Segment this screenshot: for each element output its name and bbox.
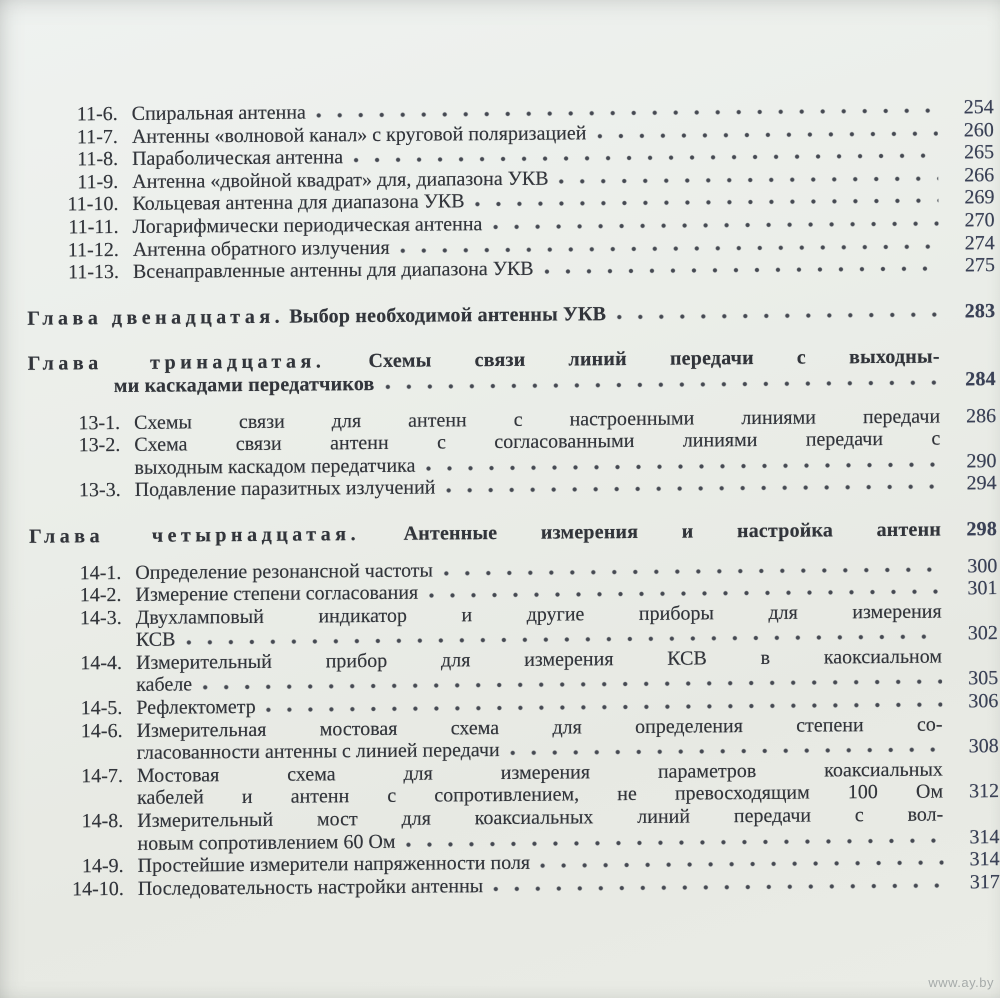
toc-item-number: 14-7.: [81, 764, 123, 788]
toc-entry-text: выходным каскадом передатчика: [134, 454, 416, 479]
toc-item-number: 14-9.: [81, 855, 124, 878]
toc-entry-text: Антенны «волновой канал» с круговой поляризацией: [131, 121, 587, 148]
toc-item-number: [30, 691, 136, 692]
dot-leader: [510, 747, 943, 756]
toc-entry-text: Измерительный мост для коаксиальных линий передачи с вол-: [137, 803, 944, 832]
chapter-word: Глава двенадцатая.: [27, 305, 285, 330]
toc-page-number: 283: [964, 299, 996, 323]
toc-item-number: 13-1.: [78, 411, 121, 434]
toc-page-number: 274: [964, 231, 995, 254]
toc-entry-text: Измерение степени согласования: [135, 581, 419, 606]
toc-page-number: 269: [964, 186, 995, 209]
toc-entry-text: Определение резонансной частоты: [135, 559, 434, 584]
dot-leader: [353, 153, 938, 164]
toc-item-entry: [31, 758, 999, 811]
toc-page-number: 275: [964, 254, 996, 277]
dot-leader: [384, 379, 939, 389]
toc-page-number: 306: [968, 690, 999, 713]
dot-leader: [202, 679, 942, 691]
dot-leader: [445, 484, 940, 494]
dot-leader: [406, 837, 944, 847]
toc-item-number: 13-2.: [78, 434, 121, 457]
toc-page-number: 286: [966, 404, 997, 427]
toc-entry-text: [27, 303, 606, 330]
toc-item-number: 11-12.: [67, 238, 119, 261]
toc-page-number: 270: [964, 209, 995, 232]
toc-entry-text: гласованности антенны с линией передачи: [136, 739, 500, 765]
toc-item-number: 11-13.: [67, 261, 120, 284]
toc-page-number: 254: [963, 96, 994, 119]
toc-entry-text: Измерительный прибор для измерения КСВ в каоксиальном: [135, 645, 943, 674]
chapter-title: Схемы связи линий передачи с выходны-: [368, 345, 940, 373]
toc-item-number: 11-10.: [67, 193, 119, 216]
toc-chapter-entry: [29, 518, 997, 548]
chapter-title: Выбор необходимой антенны УКВ: [289, 302, 607, 328]
dot-leader: [544, 266, 939, 275]
toc-row: [29, 518, 997, 548]
toc-entry-text: Рефлектометр: [136, 695, 256, 719]
toc-item-number: 14-4.: [80, 651, 123, 675]
dot-leader: [559, 175, 939, 184]
dot-leader: [185, 634, 941, 646]
toc-item-number: 11-6.: [76, 102, 118, 126]
toc-entry-text: Кольцевая антенна для диапазона УКВ: [132, 190, 465, 216]
toc-item-number: 11-7.: [76, 125, 118, 148]
toc-entry-text: ми каскадами передатчиков: [113, 372, 375, 397]
toc-entry-text: Схема связи антенн с согласованными линиями передачи с: [134, 427, 941, 456]
chapter-title: Антенные измерения и настройка антенн: [403, 518, 942, 545]
toc-item-number: 11-8.: [77, 148, 119, 171]
toc-list: [26, 96, 1000, 901]
toc-page-number: 290: [966, 449, 997, 473]
toc-item-number: 14-5.: [80, 697, 123, 720]
toc-item-number: [31, 759, 137, 760]
toc-item-entry: [30, 645, 998, 698]
dot-leader: [316, 108, 938, 119]
toc-entry-text: Всенаправленные антенны для диапазона УКВ: [132, 257, 534, 284]
watermark: www.ay.by: [928, 975, 994, 990]
toc-entry-text: Схемы связи для антенн с настроенными линиями передачи: [134, 405, 941, 434]
toc-entry-text: Измерительная мостовая схема для определения степени со-: [136, 713, 943, 742]
dot-leader: [266, 702, 943, 713]
toc-page-number: 314: [969, 825, 1000, 848]
dot-leader: [493, 882, 944, 892]
toc-page-number: 312: [968, 780, 1000, 803]
toc-page-number: 266: [964, 163, 995, 187]
toc-page-number: 300: [967, 554, 998, 577]
toc-item-number: 13-3.: [78, 479, 121, 502]
toc-item-entry: [28, 427, 996, 480]
chapter-word: Глава тринадцатая.: [27, 350, 326, 376]
toc-entry-text: новым сопротивлением 60 Ом: [137, 830, 396, 855]
toc-item-entry: [31, 803, 999, 856]
toc-page-number: 308: [968, 735, 999, 758]
toc-entry-text: Параболическая антенна: [131, 146, 344, 171]
dot-leader: [475, 198, 939, 208]
toc-entry-text: Антенна обратного излучения: [132, 236, 390, 261]
toc-item-number: [31, 804, 137, 805]
toc-page-number: 302: [967, 622, 998, 645]
dot-leader: [428, 589, 941, 599]
toc-entry-text: Спиральная антенна: [131, 101, 306, 125]
dot-leader: [400, 243, 939, 253]
toc-page-number: 298: [966, 518, 998, 541]
toc-item-number: 14-8.: [81, 810, 124, 833]
toc-page-number: 314: [969, 848, 1000, 871]
toc-page-number: 317: [969, 870, 1000, 894]
dot-leader: [425, 461, 940, 471]
toc-item-number: 14-3.: [79, 606, 122, 629]
toc-item-number: [30, 646, 136, 647]
toc-item-entry: [30, 600, 998, 653]
toc-item-number: [29, 474, 135, 475]
toc-entry-text: Двухламповый индикатор и другие приборы для измерения: [135, 600, 942, 629]
toc-entry-text: Подавление паразитных излучений: [134, 476, 436, 502]
toc-page-number: 265: [963, 141, 995, 164]
toc-item-number: 11-9.: [77, 170, 119, 194]
toc-page-number: 305: [968, 667, 999, 690]
toc-row: [27, 300, 995, 330]
toc-item-number: 14-6.: [80, 719, 123, 742]
toc-entry-text: кабелей и антенн с сопротивлением, не превосходящим 100 Ом: [137, 780, 944, 810]
toc-page-number: 301: [967, 577, 998, 600]
toc-entry-text: Мостовая схема для измерения параметров коаксиальных: [136, 758, 943, 787]
toc-page-number: 294: [966, 472, 997, 495]
toc-item-entry: [30, 713, 998, 766]
toc-item-number: 14-2.: [79, 584, 122, 607]
chapter-word: Глава четырнадцатая.: [28, 523, 361, 548]
toc-entry-text: Логарифмически периодическая антенна: [132, 213, 483, 238]
toc-entry-text: Последовательность настройки антенны: [137, 874, 484, 900]
toc-entry-text: КСВ: [135, 628, 176, 652]
toc-item-number: 14-1.: [79, 561, 122, 584]
dot-leader: [540, 860, 944, 869]
toc-item-number: 11-11.: [68, 215, 119, 239]
toc-chapter-entry: [27, 300, 995, 330]
toc-chapter-entry: [28, 345, 996, 398]
toc-page-number: 284: [965, 368, 996, 391]
toc-entry-text: Антенна «двойной квадрат» для, диапазона УКВ: [132, 167, 549, 193]
dot-leader: [443, 566, 941, 576]
toc-item-number: [31, 849, 137, 850]
toc-entry-text: Простейшие измерители напряженности поля: [137, 851, 531, 878]
toc-entry-text: [29, 518, 941, 548]
dot-leader: [596, 130, 938, 139]
dot-leader: [616, 311, 939, 320]
toc-item-number: 14-10.: [72, 877, 124, 901]
toc-page-number: 260: [963, 118, 994, 141]
dot-leader: [492, 221, 938, 231]
toc-entry-text: кабеле: [136, 673, 193, 697]
